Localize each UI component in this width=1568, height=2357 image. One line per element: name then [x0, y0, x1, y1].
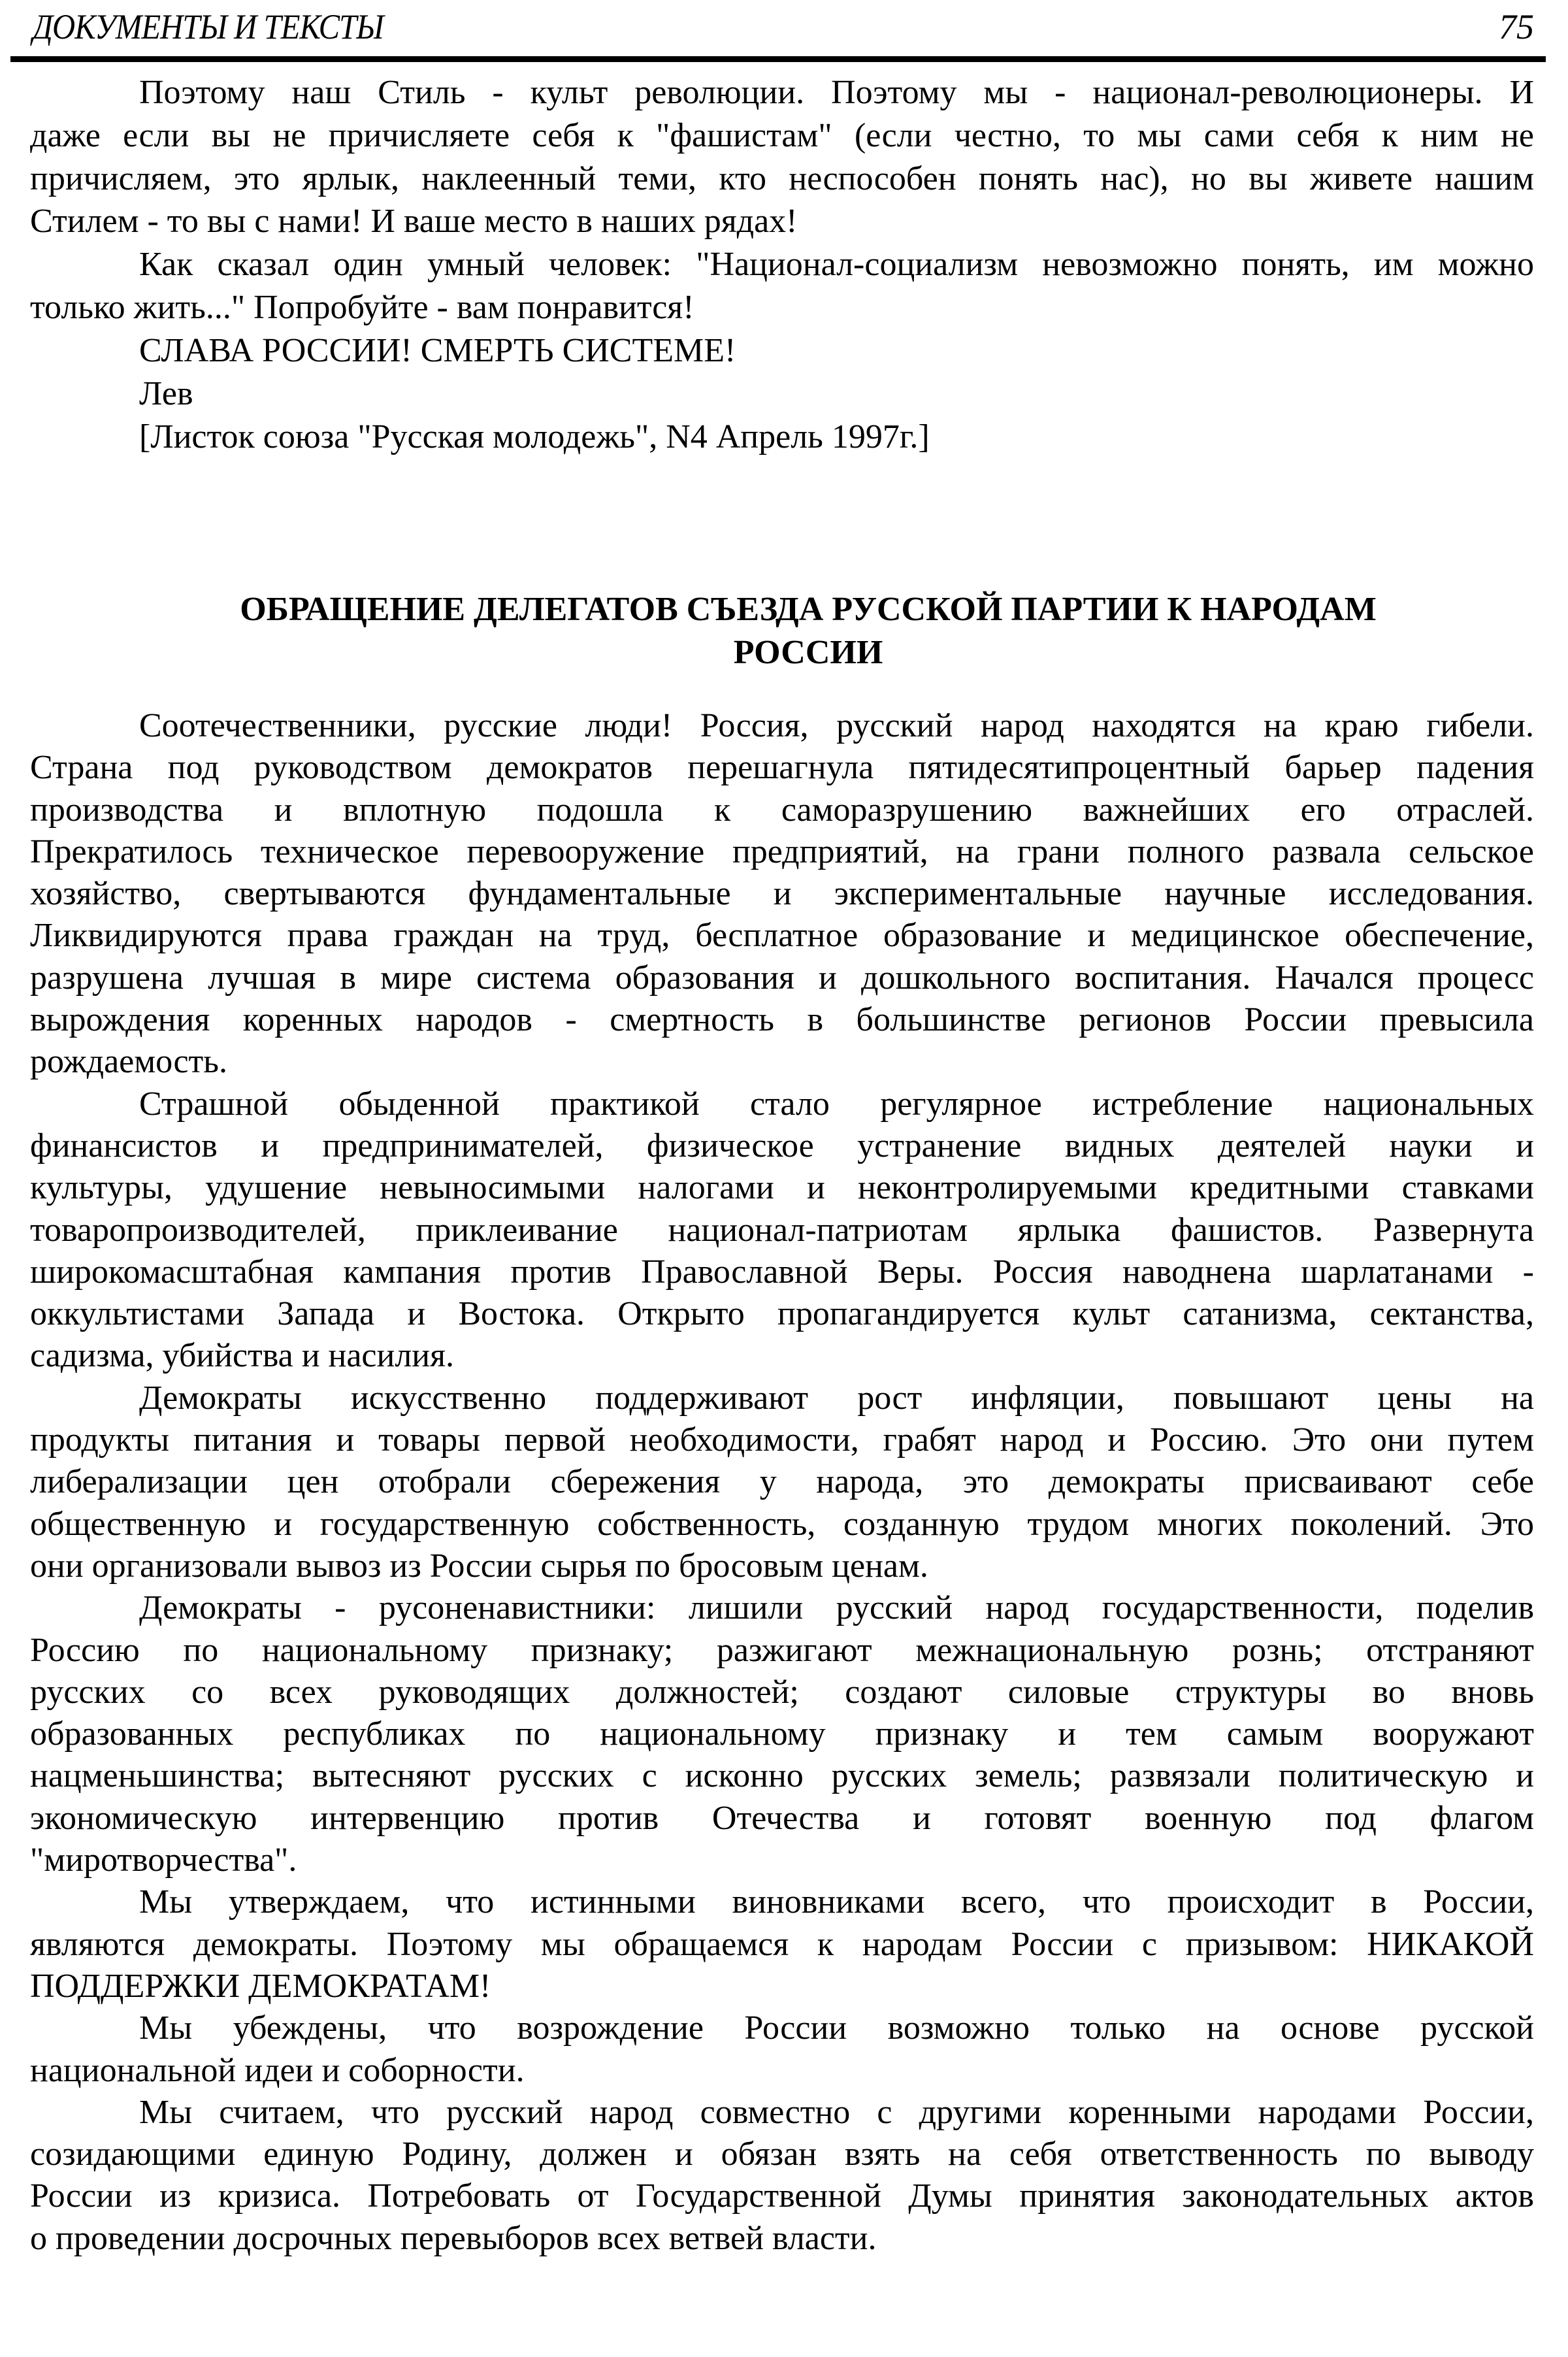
text-line: Мы убеждены, что возрождение России возможно только на основе русской — [139, 2009, 1534, 2047]
paragraph — [30, 2092, 1534, 2260]
signature-author: Лев — [139, 375, 193, 412]
text-line: оккультистами Запада и Востока. Открыто пропагандируется культ сатанизма, сектанства, — [30, 1295, 1534, 1333]
text-line: созидающими единую Родину, должен и обязан взять на себя ответственность по выводу — [30, 2135, 1534, 2173]
text-line: СЛАВА РОССИИ! СМЕРТЬ СИСТЕМЕ! — [139, 331, 736, 369]
text-line: Страна под руководством демократов перешагнула пятидесятипроцентный барьер падения — [30, 749, 1534, 787]
text-line: "миротворчества". — [30, 1841, 297, 1879]
paragraph — [30, 1083, 1534, 1377]
text-line: рождаемость. — [30, 1043, 227, 1081]
text-line: Страшной обыденной практикой стало регулярное истребление национальных — [139, 1085, 1534, 1123]
paragraph — [30, 705, 1534, 1083]
text-line: садизма, убийства и насилия. — [30, 1337, 455, 1375]
text-line: Ликвидируются права граждан на труд, бесплатное образование и медицинское обеспечение, — [30, 917, 1534, 955]
article-title-line: ОБРАЩЕНИЕ ДЕЛЕГАТОВ СЪЕЗДА РУССКОЙ ПАРТИИ К НАРОДАМ — [240, 591, 1377, 628]
text-line: национальной идеи и соборности. — [30, 2051, 525, 2089]
text-line: Стилем - то вы с нами! И ваше место в наших рядах! — [30, 203, 798, 240]
text-line: Россию по национальному признаку; разжигают межнациональную рознь; отстраняют — [30, 1631, 1534, 1669]
text-line: только жить..." Попробуйте - вам понравится! — [30, 288, 694, 326]
text-line: продукты питания и товары первой необходимости, грабят народ и Россию. Это они путем — [30, 1421, 1534, 1459]
paragraph — [30, 243, 1534, 329]
running-header-section: ДОКУМЕНТЫ И ТЕКСТЫ — [33, 7, 384, 46]
text-line: они организовали вывоз из России сырья по бросовым ценам. — [30, 1547, 928, 1585]
text-line: Демократы - русоненавистники: лишили русский народ государственности, поделив — [139, 1589, 1534, 1627]
text-line: образованных республиках по национальному признаку и тем самым вооружают — [30, 1715, 1534, 1753]
article-title — [30, 588, 1534, 674]
text-line: хозяйство, свертываются фундаментальные и экспериментальные научные исследования. — [30, 875, 1534, 913]
text-line: либерализации цен отобрали сбережения у народа, это демократы присваивают себе — [30, 1463, 1534, 1501]
text-line: товаропроизводителей, приклеивание национал-патриотам ярлыка фашистов. Развернута — [30, 1211, 1534, 1249]
header-rule — [10, 56, 1546, 62]
text-line: финансистов и предпринимателей, физическое устранение видных деятелей науки и — [30, 1127, 1534, 1164]
paragraph — [30, 329, 1534, 372]
text-line: ПОДДЕРЖКИ ДЕМОКРАТАМ! — [30, 1967, 491, 2005]
text-line: Соотечественники, русские люди! Россия, русский народ находятся на краю гибели. — [139, 707, 1534, 744]
paragraph — [30, 2007, 1534, 2092]
text-line: о проведении досрочных перевыборов всех ветвей власти. — [30, 2219, 877, 2257]
article-title-line: РОССИИ — [733, 634, 883, 671]
paragraph — [30, 1377, 1534, 1587]
text-line: Мы считаем, что русский народ совместно с другими коренными народами России, — [139, 2093, 1534, 2131]
text-line: экономическую интервенцию против Отечества и готовят военную под флагом — [30, 1799, 1534, 1837]
text-line: Мы утверждаем, что истинными виновниками всего, что происходит в России, — [139, 1883, 1534, 1921]
text-line: общественную и государственную собственность, созданную трудом многих поколений. Это — [30, 1505, 1534, 1543]
text-line: Прекратилось техническое перевооружение предприятий, на грани полного развала сельское — [30, 832, 1534, 870]
signature-source: [Листок союза "Русская молодежь", N4 Апрель 1997г.] — [139, 418, 930, 455]
paragraph — [30, 1587, 1534, 1881]
text-line: культуры, удушение невыносимыми налогами и неконтролируемыми кредитными ставками — [30, 1169, 1534, 1207]
text-line: даже если вы не причисляете себя к "фашистам" (если честно, то мы сами себя к ним не — [30, 116, 1534, 154]
paragraph — [30, 1881, 1534, 2007]
intro-text — [30, 71, 1534, 372]
signature-block — [30, 372, 1534, 459]
text-line: Как сказал один умный человек: "Национал-социализм невозможно понять, им можно — [139, 246, 1534, 284]
text-line: вырождения коренных народов - смертность в большинстве регионов России превысила — [30, 1001, 1534, 1039]
text-line: являются демократы. Поэтому мы обращаемся к народам России с призывом: НИКАКОЙ — [30, 1925, 1534, 1963]
text-line: производства и вплотную подошла к саморазрушению важнейших его отраслей. — [30, 791, 1534, 829]
text-line: русских со всех руководящих должностей; создают силовые структуры во вновь — [30, 1673, 1534, 1711]
paragraph — [30, 71, 1534, 243]
text-line: России из кризиса. Потребовать от Государственной Думы принятия законодательных актов — [30, 2177, 1534, 2215]
text-line: разрушена лучшая в мире система образования и дошкольного воспитания. Начался процесс — [30, 959, 1534, 997]
page-number: 75 — [1499, 7, 1534, 46]
text-line: Поэтому наш Стиль - культ революции. Поэтому мы - национал-революционеры. И — [139, 74, 1534, 111]
text-line: причисляем, это ярлык, наклеенный теми, кто неспособен понять нас), но вы живете нашим — [30, 159, 1534, 197]
text-line: широкомасштабная кампания против Православной Веры. Россия наводнена шарлатанами - — [30, 1253, 1534, 1291]
article-body — [30, 705, 1534, 2260]
text-line: Демократы искусственно поддерживают рост инфляции, повышают цены на — [139, 1379, 1534, 1417]
text-line: нацменьшинства; вытесняют русских с исконно русских земель; развязали политическую и — [30, 1757, 1534, 1795]
